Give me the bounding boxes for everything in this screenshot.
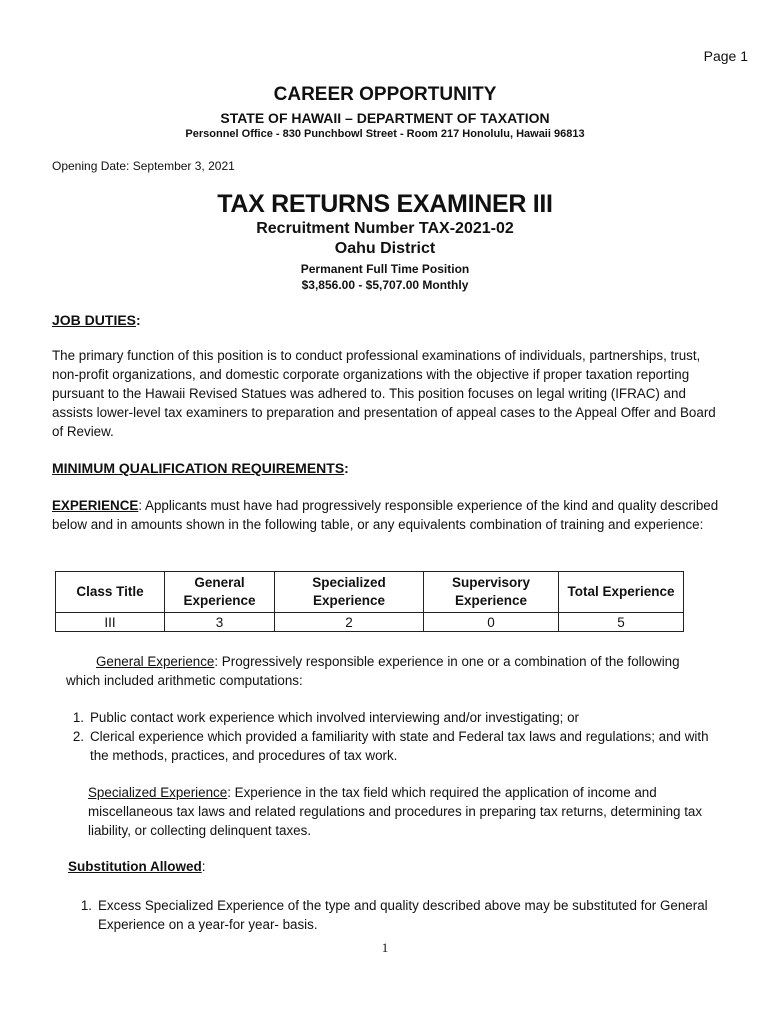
list-item-number: 1. <box>80 898 92 913</box>
specialized-experience-label: Specialized Experience <box>88 785 228 800</box>
cell-total: 5 <box>559 613 684 632</box>
list-item <box>62 708 724 727</box>
list-item <box>70 896 710 934</box>
list-item-text: Clerical experience which provided a familiarity with state and Federal tax laws and regulations; and with the methods, practices, and procedures of tax work. <box>90 729 709 763</box>
cell-supervisory: 0 <box>424 613 559 632</box>
cell-general: 3 <box>165 613 275 632</box>
salary-range: $3,856.00 - $5,707.00 Monthly <box>301 278 469 292</box>
page-label: Page 1 <box>703 48 748 64</box>
col-total-experience: Total Experience <box>559 572 684 613</box>
recruitment-number: Recruitment Number TAX-2021-02 <box>256 220 514 237</box>
job-duties-heading <box>52 312 141 328</box>
experience-table <box>55 571 684 632</box>
specialized-experience-paragraph <box>88 783 728 840</box>
substitution-heading-text: Substitution Allowed <box>68 859 202 874</box>
substitution-list <box>70 896 710 934</box>
list-item <box>62 727 724 765</box>
general-experience-list <box>62 708 724 765</box>
heading-career-opportunity: CAREER OPPORTUNITY <box>273 84 497 105</box>
experience-text: : Applicants must have had progressively responsible experience of the kind and quality described below and in amounts shown in the following table, or any equivalents combination of training and experience: <box>52 498 719 532</box>
list-item-number: 2. <box>72 729 84 744</box>
table-header-row <box>56 572 684 613</box>
cell-specialized: 2 <box>275 613 424 632</box>
district: Oahu District <box>334 240 436 257</box>
substitution-colon: : <box>201 859 206 874</box>
col-class-title: Class Title <box>56 572 165 613</box>
list-item-text: Public contact work experience which involved interviewing and/or investigating; or <box>90 710 580 725</box>
opening-date: Opening Date: September 3, 2021 <box>52 159 235 173</box>
job-duties-heading-text: JOB DUTIES <box>52 312 137 328</box>
position-title: TAX RETURNS EXAMINER III <box>217 190 553 218</box>
min-qual-colon: : <box>344 460 349 476</box>
list-item-text: Excess Specialized Experience of the type and quality described above may be substituted for General Experience on a year-for year- basis. <box>98 898 708 932</box>
min-qual-heading <box>52 460 349 476</box>
cell-class-title: III <box>56 613 165 632</box>
job-duties-text: The primary function of this position is to conduct professional examinations of individuals, partnerships, trust, non-profit organizations, and domestic corporate organizations with the objective if proper taxation reporting pursuant to the Hawaii Revised Statues was adhered to. This position focuses on legal writing (IFRAC) and assists lower-level tax examiners to preparation and presentation of appeal cases to the Appeal Offer and Board of Review. <box>52 348 716 439</box>
min-qual-heading-text: MINIMUM QUALIFICATION REQUIREMENTS <box>52 460 345 476</box>
heading-department: STATE OF HAWAII – DEPARTMENT OF TAXATION <box>220 110 550 126</box>
col-supervisory-experience: Supervisory Experience <box>424 572 559 613</box>
position-type: Permanent Full Time Position <box>300 262 470 276</box>
experience-paragraph <box>52 496 724 534</box>
list-item-number: 1. <box>72 710 84 725</box>
col-specialized-experience: Specialized Experience <box>275 572 424 613</box>
general-experience-label: General Experience <box>96 654 215 669</box>
specialized-experience-text: : Experience in the tax field which required the application of income and miscellaneous tax laws and related regulations and procedures in preparing tax returns, determining tax liability, or collecting delinquent taxes. <box>88 785 703 838</box>
table-row <box>56 613 684 632</box>
experience-label: EXPERIENCE <box>52 498 139 513</box>
col-general-experience: General Experience <box>165 572 275 613</box>
general-experience-text: : Progressively responsible experience in one or a combination of the following which included arithmetic computations: <box>66 654 680 688</box>
footer-page-number: 1 <box>381 940 389 955</box>
job-duties-colon: : <box>136 312 141 328</box>
substitution-heading <box>68 859 206 874</box>
office-address: Personnel Office - 830 Punchbowl Street - Room 217 Honolulu, Hawaii 96813 <box>185 128 585 140</box>
general-experience-paragraph <box>66 652 706 690</box>
